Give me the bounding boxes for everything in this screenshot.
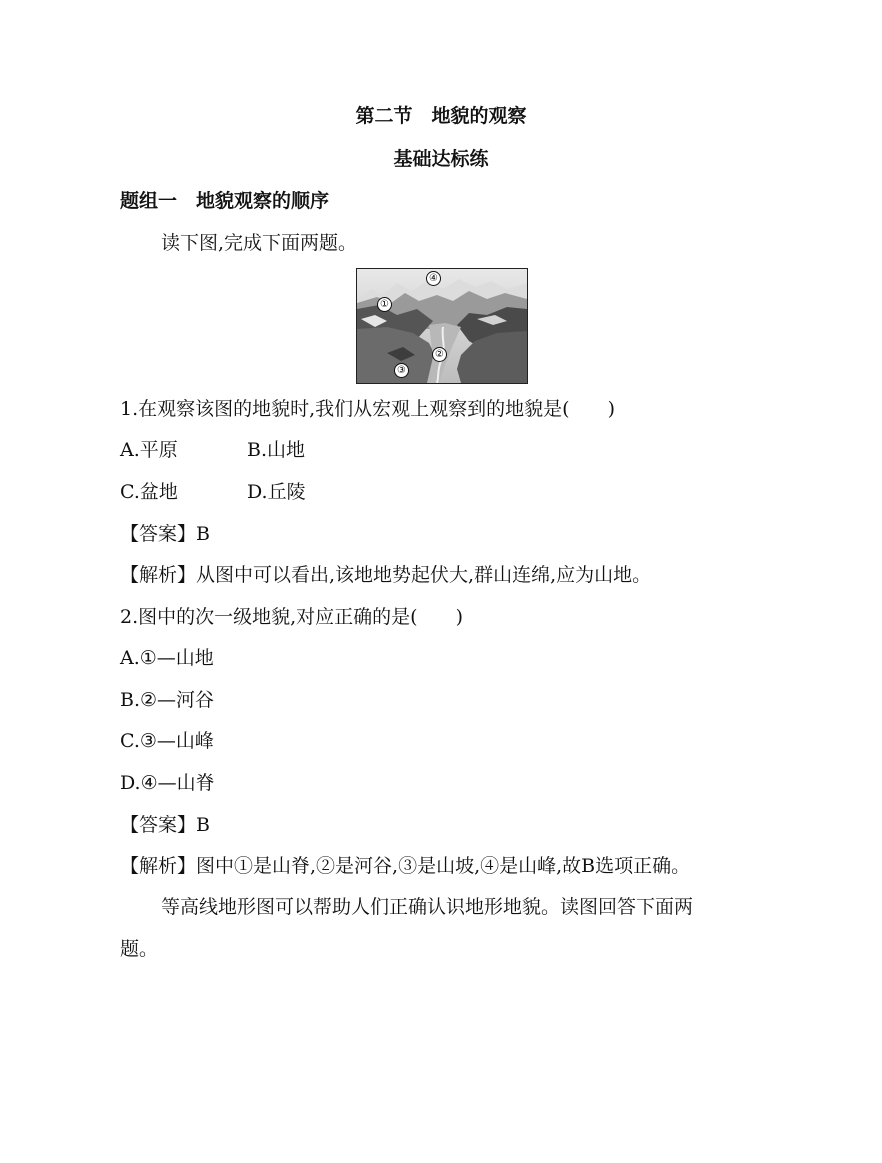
question-2-option-d: D.④—山脊 <box>120 772 215 794</box>
question-1-stem: 1.在观察该图的地貌时,我们从宏观上观察到的地貌是( ) <box>120 398 615 420</box>
question-2-option-c: C.③—山峰 <box>120 730 214 752</box>
question-2-option-a: A.①—山地 <box>120 647 214 669</box>
marker-2: ② <box>432 347 447 362</box>
marker-4: ④ <box>426 271 441 286</box>
question-1-analysis: 【解析】从图中可以看出,该地地势起伏大,群山连绵,应为山地。 <box>120 564 652 586</box>
page-title: 第二节 地貌的观察 <box>355 105 527 127</box>
section-heading: 题组一 地貌观察的顺序 <box>120 190 330 212</box>
question-2-option-b: B.②—河谷 <box>120 689 215 711</box>
mountain-landscape-illustration <box>357 269 527 383</box>
question-1-option-c: C.盆地 <box>120 481 178 503</box>
question-2-answer: 【答案】B <box>120 814 210 836</box>
closing-paragraph-line-1: 等高线地形图可以帮助人们正确认识地形地貌。读图回答下面两 <box>161 896 694 918</box>
mountain-landscape-photo <box>356 268 528 384</box>
question-1-option-b: B.山地 <box>247 439 306 461</box>
question-2-stem: 2.图中的次一级地貌,对应正确的是( ) <box>120 606 463 628</box>
question-1-answer: 【答案】B <box>120 523 210 545</box>
question-1-option-d: D.丘陵 <box>247 481 306 503</box>
marker-3: ③ <box>394 363 409 378</box>
marker-1: ① <box>377 297 392 312</box>
question-1-option-a: A.平原 <box>120 439 178 461</box>
intro-text: 读下图,完成下面两题。 <box>161 232 358 254</box>
question-2-analysis: 【解析】图中①是山脊,②是河谷,③是山坡,④是山峰,故B选项正确。 <box>120 855 691 877</box>
closing-paragraph-line-2: 题。 <box>120 938 159 960</box>
page-subtitle: 基础达标练 <box>393 148 489 170</box>
